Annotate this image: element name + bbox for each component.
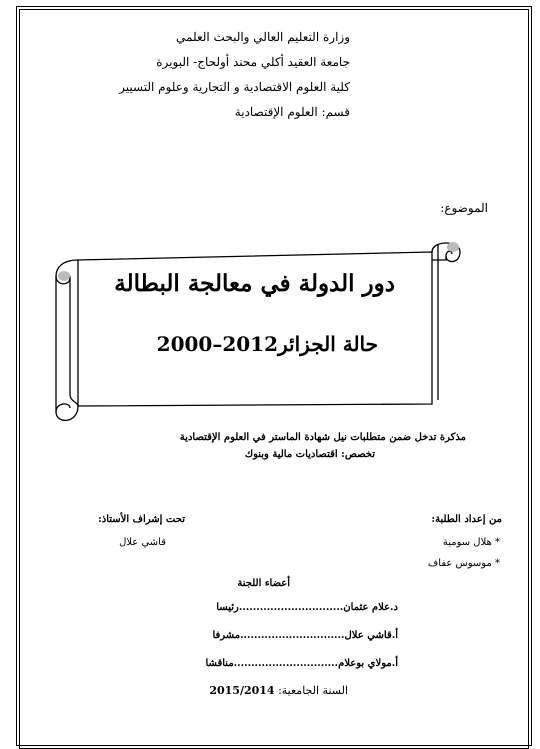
academic-year-value: 2015/2014 bbox=[209, 684, 275, 697]
member-name: أ.قاشي علال bbox=[344, 630, 398, 641]
committee-member-2 bbox=[212, 630, 398, 641]
students-label: من إعداد الطلبة: bbox=[431, 514, 502, 525]
member-role: مشرفا bbox=[212, 630, 241, 641]
member-name: د.علام عثمان bbox=[343, 602, 398, 613]
case-study-years: 2000–2012 bbox=[156, 332, 278, 356]
member-role: رئيسا bbox=[216, 602, 239, 613]
member-name: أ.مولاي بوعلام bbox=[338, 658, 398, 669]
member-role: مناقشا bbox=[205, 658, 234, 669]
committee-label: أعضاء اللجنة bbox=[237, 578, 290, 589]
supervisor-label: تحت إشراف الأستاذ: bbox=[98, 514, 185, 525]
thesis-title: دور الدولة في معالجة البطالة bbox=[114, 270, 395, 297]
faculty-name: كلية العلوم الاقتصادية و التجارية وعلوم التسيير bbox=[119, 80, 350, 94]
member-dots: .............................. bbox=[240, 630, 345, 641]
student-name-1: * هلال سومية bbox=[442, 537, 500, 548]
university-name: جامعة العقيد أكلي محند أولحاج- البويرة bbox=[156, 55, 350, 69]
academic-year bbox=[209, 684, 348, 697]
committee-member-3 bbox=[206, 658, 399, 669]
ministry-name: وزارة التعليم العالي والبحث العلمي bbox=[176, 30, 350, 44]
subject-label: الموضوع: bbox=[440, 201, 488, 215]
thesis-specialty: تخصص: اقتصاديات مالية وبنوك bbox=[244, 449, 375, 460]
thesis-purpose: مذكرة تدخل ضمن متطلبات نيل شهادة الماستر في العلوم الإقتصادية bbox=[179, 432, 466, 443]
member-dots: .............................. bbox=[233, 658, 339, 669]
committee-member-1 bbox=[216, 602, 398, 613]
student-name-2: * موسوس عفاف bbox=[427, 558, 500, 569]
department-name: قسم: العلوم الإقتصادية bbox=[234, 105, 350, 119]
student-name-text: موسوس عفاف bbox=[427, 558, 492, 569]
case-study-prefix: حالة الجزائر bbox=[278, 332, 378, 356]
student-name-text: هلال سومية bbox=[442, 537, 492, 548]
member-dots: .............................. bbox=[238, 602, 344, 613]
academic-year-label: السنة الجامعية: bbox=[278, 684, 348, 697]
case-study-line bbox=[157, 332, 378, 356]
supervisor-name: قاشي علال bbox=[119, 537, 166, 548]
